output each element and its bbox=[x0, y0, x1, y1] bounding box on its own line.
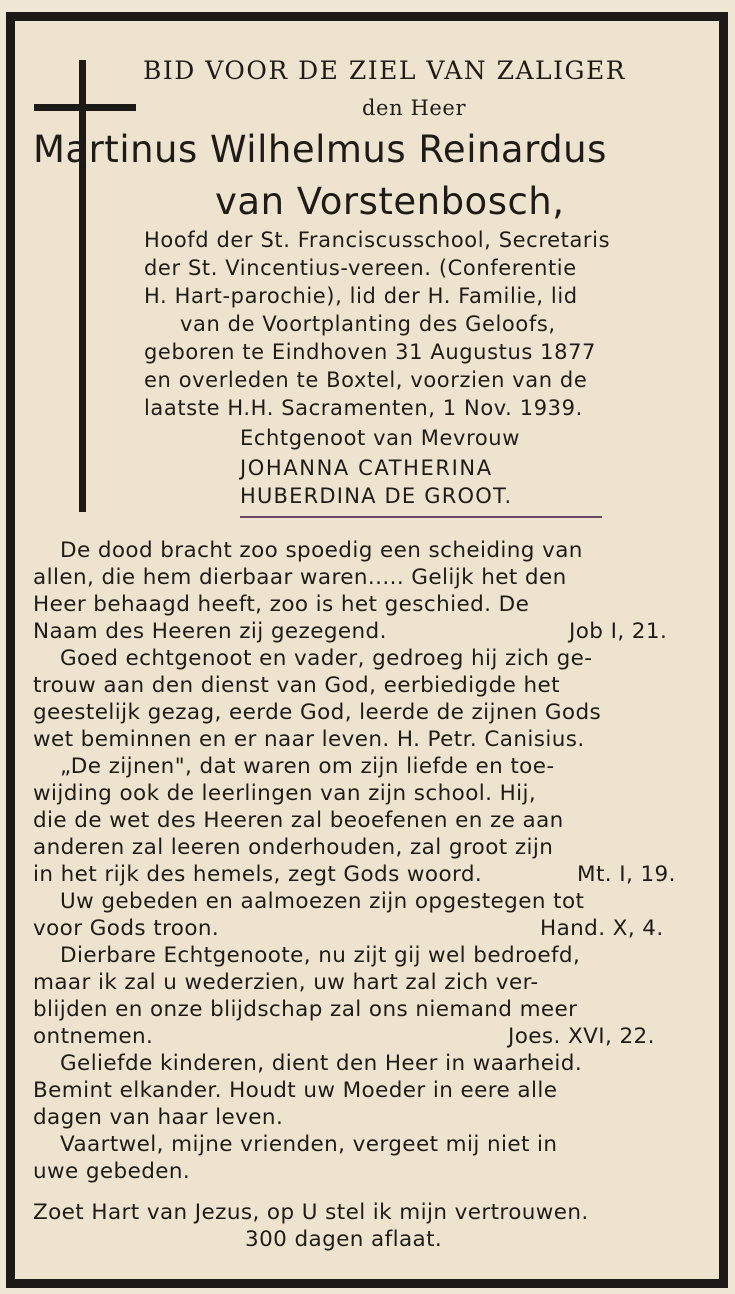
body-line: Goed echtgenoot en vader, gedroeg hij zich ge- bbox=[60, 646, 593, 671]
bio-line: van de Voortplanting des Geloofs, bbox=[180, 312, 556, 336]
body-line: Vaartwel, mijne vrienden, vergeet mij niet in bbox=[60, 1132, 558, 1157]
body-line: die de wet des Heeren zal beoefenen en ze aan bbox=[33, 808, 564, 833]
bio-line: der St. Vincentius-vereen. (Conferentie bbox=[144, 256, 577, 280]
body-line: allen, die hem dierbaar waren..... Gelijk het den bbox=[33, 565, 567, 590]
bio-line: geboren te Eindhoven 31 Augustus 1877 bbox=[144, 340, 597, 364]
body-line: maar ik zal u wederzien, uw hart zal zich ver- bbox=[33, 970, 539, 995]
scripture-reference: Job I, 21. bbox=[569, 619, 668, 644]
body-line: „De zijnen", dat waren om zijn liefde en toe- bbox=[60, 754, 555, 779]
deceased-name-line-2: van Vorstenbosch, bbox=[215, 180, 565, 223]
header-line-2: den Heer bbox=[362, 96, 467, 120]
deceased-name-line-1: Martinus Wilhelmus Reinardus bbox=[33, 128, 607, 171]
body-line: anderen zal leeren onderhouden, zal groot zijn bbox=[33, 835, 554, 860]
body-line: Dierbare Echtgenoote, nu zijt gij wel bedroefd, bbox=[60, 943, 581, 968]
cross-icon-bar bbox=[34, 104, 136, 111]
spouse-name-line-1: JOHANNA CATHERINA bbox=[240, 456, 493, 480]
body-line: voor Gods troon. bbox=[33, 916, 220, 941]
bio-line: Hoofd der St. Franciscusschool, Secretaris bbox=[144, 228, 611, 252]
body-line: blijden en onze blijdschap zal ons niemand meer bbox=[33, 997, 578, 1022]
body-line: Bemint elkander. Houdt uw Moeder in eere alle bbox=[33, 1078, 558, 1103]
body-line: dagen van haar leven. bbox=[33, 1105, 284, 1130]
body-line: ontnemen. bbox=[33, 1024, 154, 1049]
body-line: in het rijk des hemels, zegt Gods woord. bbox=[33, 862, 483, 887]
scripture-reference: Joes. XVI, 22. bbox=[508, 1024, 655, 1049]
scripture-reference: Hand. X, 4. bbox=[540, 916, 664, 941]
spouse-name-line-2: HUBERDINA DE GROOT. bbox=[240, 484, 513, 508]
body-line: Uw gebeden en aalmoezen zijn opgestegen tot bbox=[60, 889, 585, 914]
body-line: trouw aan den dienst van God, eerbiedigde het bbox=[33, 673, 560, 698]
body-line: Naam des Heeren zij gezegend. bbox=[33, 619, 387, 644]
footer-indulgence: 300 dagen aflaat. bbox=[245, 1227, 443, 1252]
body-line: Heer behaagd heeft, zoo is het geschied. De bbox=[33, 592, 530, 617]
bio-line: laatste H.H. Sacramenten, 1 Nov. 1939. bbox=[144, 396, 583, 420]
scripture-reference: Mt. I, 19. bbox=[577, 862, 676, 887]
body-line: wijding ook de leerlingen van zijn school. Hij, bbox=[33, 781, 537, 806]
footer-prayer: Zoet Hart van Jezus, op U stel ik mijn vertrouwen. bbox=[33, 1200, 589, 1225]
body-line: Geliefde kinderen, dient den Heer in waarheid. bbox=[60, 1051, 583, 1076]
body-line: uwe gebeden. bbox=[33, 1159, 191, 1184]
divider-line bbox=[240, 516, 602, 518]
body-line: wet beminnen en er naar leven. H. Petr. Canisius. bbox=[33, 727, 585, 752]
header-line-1: BID VOOR DE ZIEL VAN ZALIGER bbox=[143, 56, 627, 85]
bio-line: en overleden te Boxtel, voorzien van de bbox=[144, 368, 588, 392]
spouse-intro: Echtgenoot van Mevrouw bbox=[240, 426, 520, 450]
bio-line: H. Hart-parochie), lid der H. Familie, lid bbox=[144, 284, 578, 308]
body-line: geestelijk gezag, eerde God, leerde de zijnen Gods bbox=[33, 700, 602, 725]
body-line: De dood bracht zoo spoedig een scheiding van bbox=[60, 538, 583, 563]
